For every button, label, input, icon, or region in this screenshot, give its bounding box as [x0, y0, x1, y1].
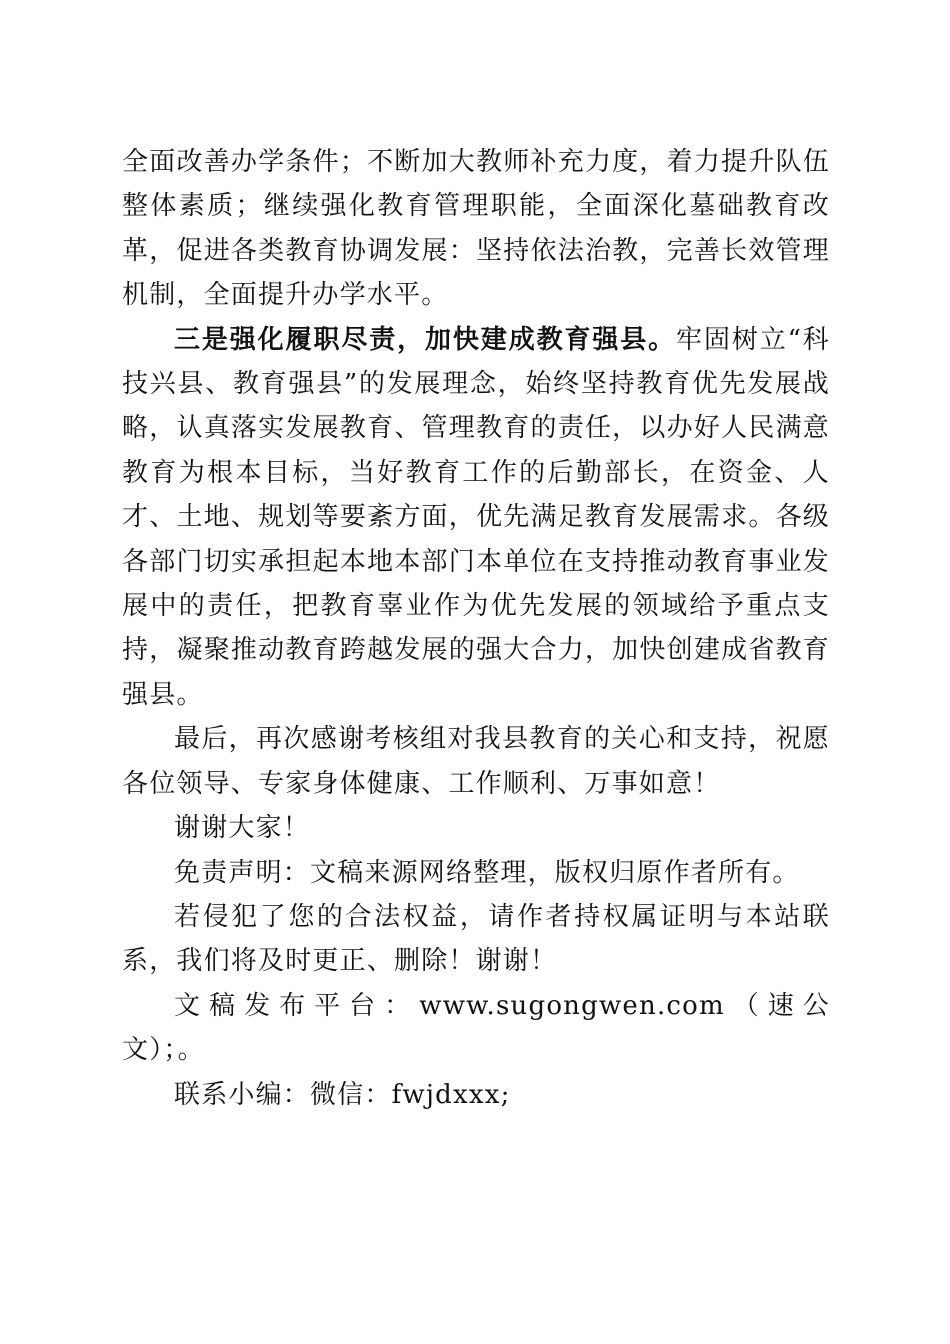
paragraph-text: 牢固树立“科技兴县、教育强县”的发展理念，始终坚持教育优先发展战略，认真落实发展教育、管理教育的责任，以办好人民满意教育为根本目标，当好教育工作的后勤部长，在资金、人才、土地、规划等要紊方面，优先满足教育发展需求。各级各部门切实承担起本地本部门本单位在支持推动教育事业发展中的责任，把教育辜业作为优先发展的领域给予重点支持，凝聚推动教育跨越发展的强大合力，加快创建成省教育强县。 — [122, 324, 830, 710]
paragraph-publish-platform — [122, 984, 830, 1073]
document-page — [122, 140, 830, 1117]
paragraph-contact-editor — [122, 1073, 830, 1117]
paragraph-thank-you — [122, 806, 830, 850]
paragraph-text: 谢谢大家！ — [174, 813, 311, 844]
paragraph-text: 若侵犯了您的合法权益，请作者持权属证明与本站联系，我们将及时更正、删除！谢谢！ — [122, 901, 830, 977]
paragraph-disclaimer — [122, 851, 830, 895]
paragraph-education-conditions — [122, 140, 830, 318]
paragraph-lead-heading: 三是强化履职尽责，加快建成教育强县。 — [174, 324, 677, 355]
paragraph-text: 免责声明：文稿来源网络整理，版权归原作者所有。 — [174, 857, 800, 888]
paragraph-infringement-notice — [122, 895, 830, 984]
paragraph-text: 联系小编：微信：fwjdxxx; — [174, 1079, 511, 1110]
paragraph-text: 最后，再次感谢考核组对我县教育的关心和支持，祝愿各位领导、专家身体健康、工作顺利、万事如意！ — [122, 724, 830, 799]
paragraph-text: 全面改善办学条件；不断加大教师补充力度，着力提升队伍整体素质；继续强化教育管理职能，全面深化墓础教育改革，促进各类教育协调发展：坚持依法治教，完善长效管理机制，全面提升办学水平。 — [122, 147, 830, 311]
paragraph-closing-thanks — [122, 717, 830, 806]
paragraph-text: 文稿发布平台：www.sugongwen.com（速公文）；。 — [122, 990, 830, 1066]
paragraph-strengthen-duties — [122, 318, 830, 718]
